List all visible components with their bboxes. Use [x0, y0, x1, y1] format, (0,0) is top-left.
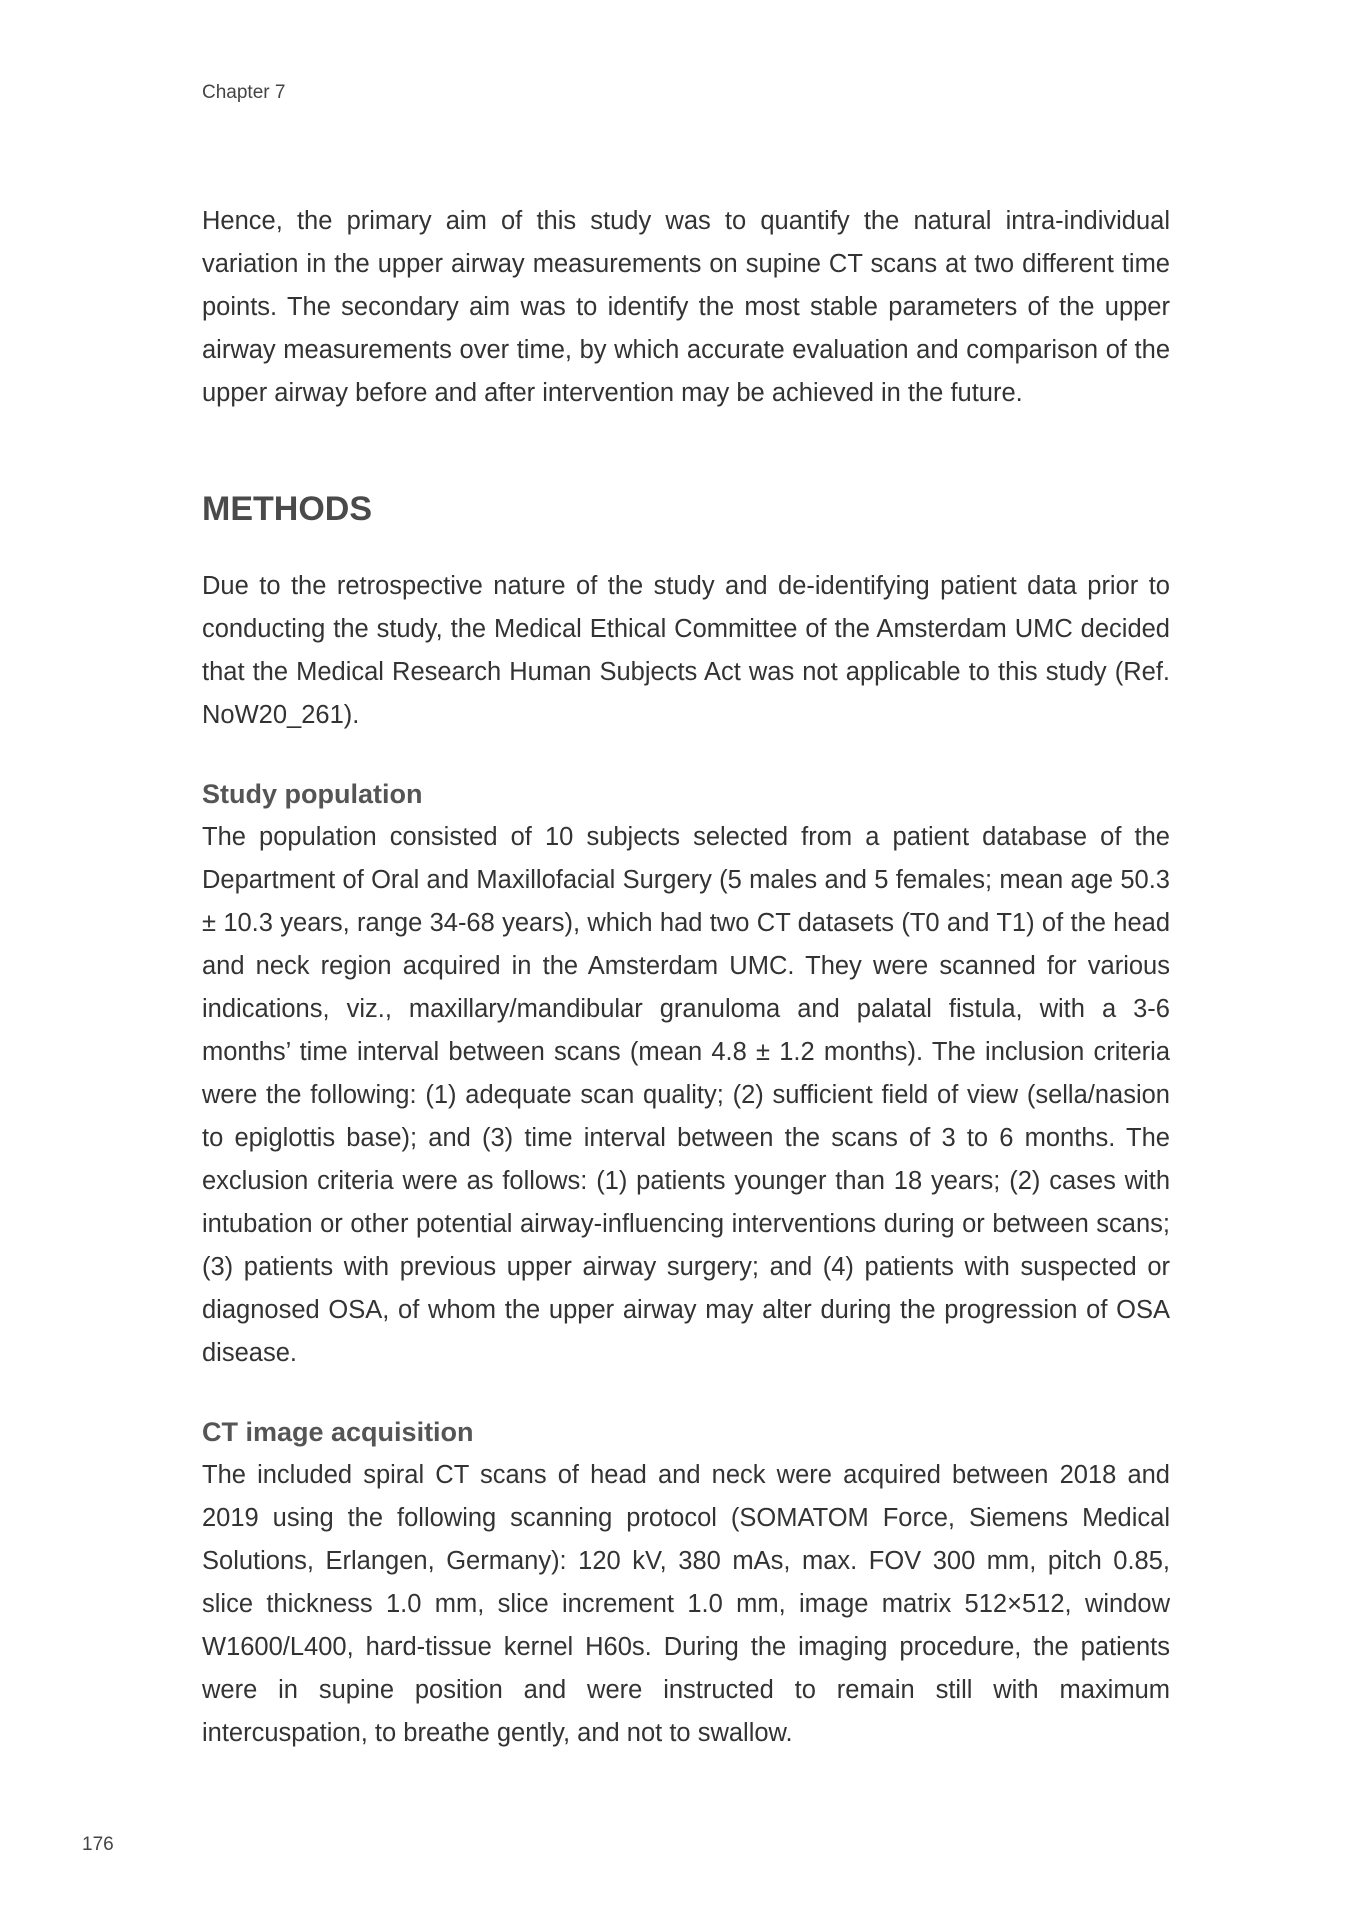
ethics-paragraph: Due to the retrospective nature of the study and de-identifying patient data prior to conducting the study, the Medical Ethical Committee of the Amsterdam UMC decided that the Medical Research Human Subjects Act was not applicable to this study (Ref. NoW20_261).: [202, 572, 1170, 729]
methods-heading: METHODS: [202, 490, 372, 528]
page-number: 176: [82, 1834, 114, 1855]
spacer: [202, 529, 1170, 565]
spacer: [202, 737, 1170, 773]
spacer: [202, 1375, 1170, 1411]
ct-acquisition-paragraph: The included spiral CT scans of head and neck were acquired between 2018 and 2019 using the following scanning protocol (SOMATOM Force, Siemens Medical Solutions, Erlangen, Germany): 120 kV, 380 mAs, max. FOV 300 mm, pitch 0.85, slice thickness 1.0 mm, slice increment 1.0 mm, image matrix 512×512, window W1600/L400, hard-tissue kernel H60s. During the imaging procedure, the patients were in supine position and were instructed to remain still with maximum intercuspation, to breathe gently, and not to swallow.: [202, 1461, 1170, 1747]
ct-acquisition-heading: CT image acquisition: [202, 1417, 474, 1447]
study-population-paragraph: The population consisted of 10 subjects selected from a patient database of the Department of Oral and Maxillofacial Surgery (5 males and 5 females; mean age 50.3 ± 10.3 years, range 34-68 years), which had two CT datasets (T0 and T1) of the head and neck region acquired in the Amsterdam UMC. They were scanned for various indications, viz., maxillary/mandibular granuloma and palatal fistula, with a 3-6 months’ time interval between scans (mean 4.8 ± 1.2 months). The inclusion criteria were the following: (1) adequate scan quality; (2) sufficient field of view (sella/nasion to epiglottis base); and (3) time interval between the scans of 3 to 6 months. The exclusion criteria were as follows: (1) patients younger than 18 years; (2) cases with intubation or other potential airway-influencing interventions during or between scans; (3) patients with previous upper airway surgery; and (4) patients with suspected or diagnosed OSA, of whom the upper airway may alter during the progression of OSA disease.: [202, 823, 1170, 1367]
spacer: [202, 415, 1170, 490]
study-population-heading: Study population: [202, 779, 423, 809]
page-body: [202, 200, 1170, 1755]
intro-paragraph: Hence, the primary aim of this study was to quantify the natural intra-individual variation in the upper airway measurements on supine CT scans at two different time points. The secondary aim was to identify the most stable parameters of the upper airway measurements over time, by which accurate evaluation and comparison of the upper airway before and after intervention may be achieved in the future.: [202, 207, 1170, 407]
running-head: Chapter 7: [202, 82, 286, 103]
